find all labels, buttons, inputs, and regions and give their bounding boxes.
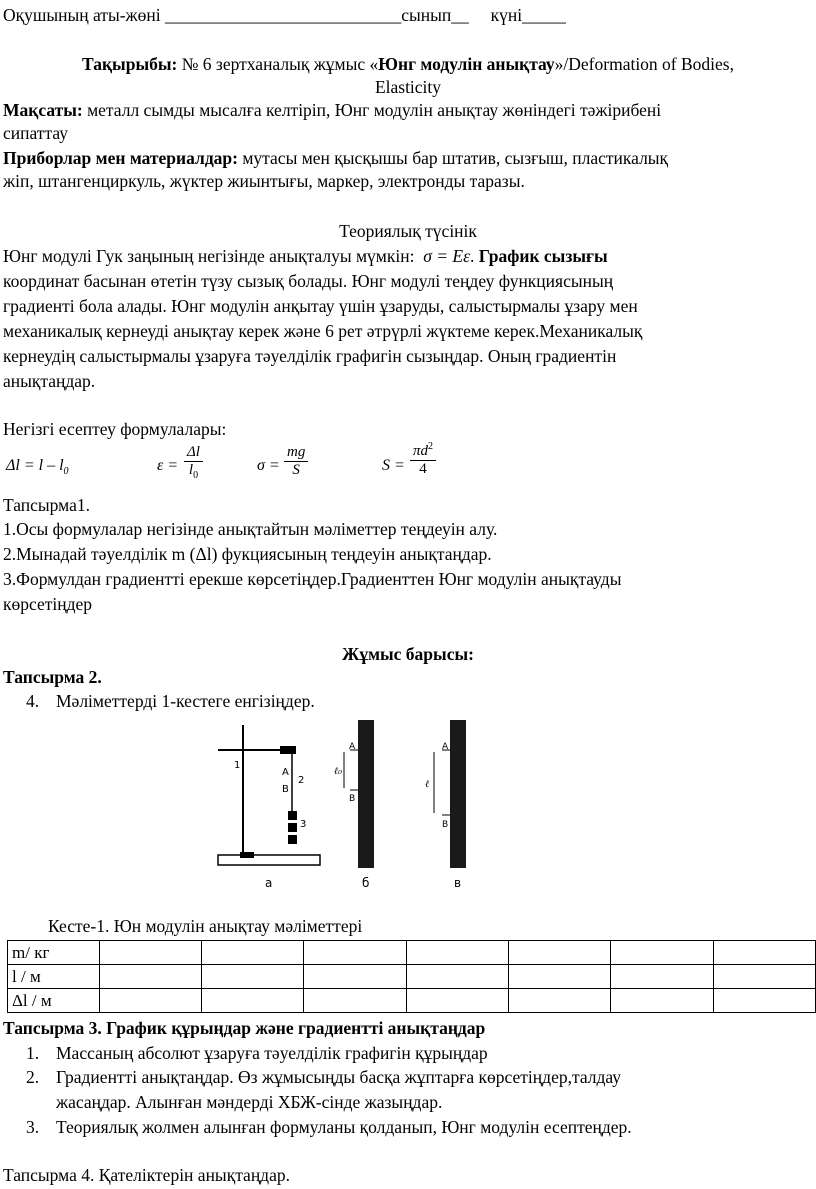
table-cell[interactable] — [406, 941, 508, 965]
label-A3: A — [442, 742, 449, 752]
table-cell[interactable] — [611, 989, 713, 1013]
task3-item-2: Градиентті анықтаңдар. Өз жұмысыңды басқа жұптарға көрсетіңдер,талдау — [56, 1067, 622, 1087]
day-label: күні_____ — [490, 5, 566, 25]
task4-title: Тапсырма 4. Қателіктерін анықтаңдар. — [3, 1165, 290, 1185]
task1-title: Тапсырма1. — [3, 495, 91, 515]
formula-epsilon-fraction — [184, 444, 203, 481]
formula-area-lhs: S = — [382, 457, 405, 474]
tools-text-2: жіп, штангенциркуль, жүктер жиынтығы, маркер, электронды таразы. — [3, 171, 525, 191]
table-cell[interactable] — [508, 989, 610, 1013]
topic-suffix: »/Deformation of Bodies, — [554, 54, 734, 74]
formula-delta-l-sub: 0 — [63, 466, 69, 478]
formula-epsilon-num: Δl — [184, 444, 203, 462]
theory-line-1-text: Юнг модулі Гук заңының негізінде анықталуы мүмкін: — [3, 246, 415, 266]
student-name-blank: ___________________________ — [164, 5, 402, 25]
topic-name: Юнг модулін анықтау — [378, 54, 555, 74]
formula-epsilon-lhs: ε = — [157, 457, 179, 474]
table-row — [8, 965, 816, 989]
formula-sigma-lhs: σ = — [257, 457, 280, 474]
formula-epsilon-den: l — [188, 462, 194, 478]
theory-heading: Теориялық түсінік — [339, 221, 477, 241]
task3-item-2-cont: жасаңдар. Алынған мәндерді ХБЖ-сінде жазыңдар. — [56, 1092, 443, 1112]
stretched-length-diagram — [425, 720, 466, 890]
table-cell[interactable] — [202, 965, 304, 989]
formula-sigma-num: mg — [284, 444, 308, 462]
formula-sigma-fraction — [284, 444, 308, 479]
label-two: 2 — [298, 775, 305, 786]
table-cell[interactable] — [508, 965, 610, 989]
label-l0: ℓ₀ — [334, 766, 343, 777]
task2-item-text: Мәліметтерді 1-кестеге енгізіңдер. — [56, 691, 315, 711]
task3-title-text: Тапсырма 3. График құрыңдар және градиентті анықтаңдар — [3, 1018, 486, 1038]
goal-text-1: металл сымды мысалға келтіріп, Юнг модулін анықтау жөніндегі тәжірибені — [82, 100, 662, 120]
initial-length-diagram — [334, 720, 374, 890]
table-cell[interactable] — [713, 965, 815, 989]
table-cell[interactable] — [406, 989, 508, 1013]
row-label-mass: m/ кг — [8, 941, 100, 965]
theory-line-1-sep: . — [470, 246, 479, 266]
table-row — [8, 941, 816, 965]
formula-area-num: πd — [413, 443, 429, 459]
table-cell[interactable] — [99, 989, 201, 1013]
task2-title-text: Тапсырма 2. — [3, 667, 102, 687]
table-cell[interactable] — [202, 941, 304, 965]
formula-area-den: 4 — [419, 461, 427, 477]
table-cell[interactable] — [99, 941, 201, 965]
weight-3 — [288, 835, 297, 844]
label-B: B — [282, 784, 289, 795]
label-a: а — [265, 876, 273, 890]
label-b: б — [362, 876, 370, 890]
experiment-figure — [210, 715, 490, 895]
table-cell[interactable] — [202, 989, 304, 1013]
task3-item-3: Теориялық жолмен алынған формуланы қолданып, Юнг модулін есептеңдер. — [56, 1117, 632, 1137]
task3-title — [3, 1017, 485, 1039]
table-cell[interactable] — [713, 989, 815, 1013]
table-cell[interactable] — [99, 965, 201, 989]
topic-line — [0, 53, 816, 75]
table-cell[interactable] — [611, 965, 713, 989]
hooke-formula: σ = Eε — [423, 246, 470, 266]
weight-2 — [288, 823, 297, 832]
table-row — [8, 989, 816, 1013]
theory-line-3: градиенті бола алады. Юнг модулін анқытау үшін ұзаруды, салыстырмалы ұзару мен — [3, 296, 638, 316]
ruler-b — [358, 720, 374, 868]
label-B3: B — [442, 820, 449, 830]
table-caption: Кесте-1. Юн модулін анықтау мәліметтері — [48, 916, 363, 936]
label-v: в — [454, 876, 462, 890]
task3-item-1: Массаның абсолют ұзаруға тәуелділік графигін құрыңдар — [56, 1043, 488, 1063]
formula-delta-l-text: Δl = l – l — [6, 457, 64, 474]
formula-sigma-den: S — [292, 462, 300, 478]
topic-prefix: № 6 зертханалық жұмыс « — [177, 54, 379, 74]
stand-base — [218, 855, 320, 865]
table-cell[interactable] — [713, 941, 815, 965]
formula-epsilon-den-sub: 0 — [193, 470, 199, 481]
table-cell[interactable] — [508, 941, 610, 965]
theory-line-4: механикалық кернеуді анықтау керек және 6 рет әтрүрлі жүктеме керек.Механикалық — [3, 321, 643, 341]
data-table — [7, 940, 816, 1013]
formulas-heading: Негізгі есептеу формулалары: — [3, 419, 227, 439]
student-name-label: Оқушының аты-жөні — [3, 5, 161, 25]
class-label: сынып__ — [401, 5, 469, 25]
tools-line — [3, 147, 668, 169]
task1-item-3: 3.Формулдан градиентті ерекше көрсетіңдер.Градиенттен Юнг модулін анықтауды — [3, 569, 622, 589]
task2-item-num: 4. — [26, 691, 40, 711]
label-one: 1 — [234, 760, 241, 771]
table-cell[interactable] — [611, 941, 713, 965]
label-A: A — [282, 767, 289, 778]
tools-label: Приборлар мен материалдар: — [3, 148, 238, 168]
label-A2: A — [349, 742, 356, 752]
stand-setup-diagram — [218, 725, 320, 890]
ruler-v — [450, 720, 466, 868]
formula-delta-l — [6, 457, 69, 477]
topic-label: Тақырыбы: — [81, 54, 178, 74]
label-B2: B — [349, 794, 356, 804]
table-cell[interactable] — [304, 941, 406, 965]
task3-item-3-num: 3. — [26, 1117, 40, 1137]
label-l: ℓ — [425, 779, 430, 790]
theory-line-5: кернеудің салыстырмалы ұзаруға тәуелділік графигін сызыңдар. Оның градиентін — [3, 346, 617, 366]
formula-area-fraction — [410, 441, 436, 478]
goal-label: Мақсаты: — [3, 100, 83, 120]
progress-heading-text: Жұмыс барысы: — [342, 644, 474, 664]
task2-title — [3, 666, 102, 688]
progress-heading — [0, 643, 816, 665]
table-cell[interactable] — [304, 965, 406, 989]
clamp — [280, 746, 296, 754]
weight-1 — [288, 811, 297, 820]
goal-text-2: сипаттау — [3, 123, 68, 143]
task1-item-2: 2.Мынадай тәуелділік m (Δl) фукциясының теңдеуін анықтаңдар. — [3, 544, 492, 564]
row-label-length: l / м — [8, 965, 100, 989]
formula-area-num-sup: 2 — [428, 441, 434, 452]
tools-text-1: мутасы мен қысқышы бар штатив, сызғыш, пластикалық — [237, 148, 669, 168]
theory-line-2: координат басынан өтетін түзу сызық болады. Юнг модулі теңдеу функциясының — [3, 271, 614, 291]
row-label-elongation: Δl / м — [8, 989, 100, 1013]
topic-line-2: Elasticity — [374, 77, 442, 97]
table-cell[interactable] — [406, 965, 508, 989]
label-three: 3 — [300, 819, 307, 830]
theory-line-6: анықтаңдар. — [3, 371, 96, 391]
theory-line-1 — [3, 245, 608, 267]
student-info-line — [3, 4, 566, 26]
task1-item-3-cont: көрсетіңдер — [3, 594, 93, 614]
goal-line — [3, 99, 661, 121]
graph-line-bold: График сызығы — [478, 246, 608, 266]
task1-item-1: 1.Осы формулалар негізінде анықтайтын мәліметтер теңдеуін алу. — [3, 519, 498, 539]
table-cell[interactable] — [304, 989, 406, 1013]
task3-item-1-num: 1. — [26, 1043, 40, 1063]
task3-item-2-num: 2. — [26, 1067, 40, 1087]
